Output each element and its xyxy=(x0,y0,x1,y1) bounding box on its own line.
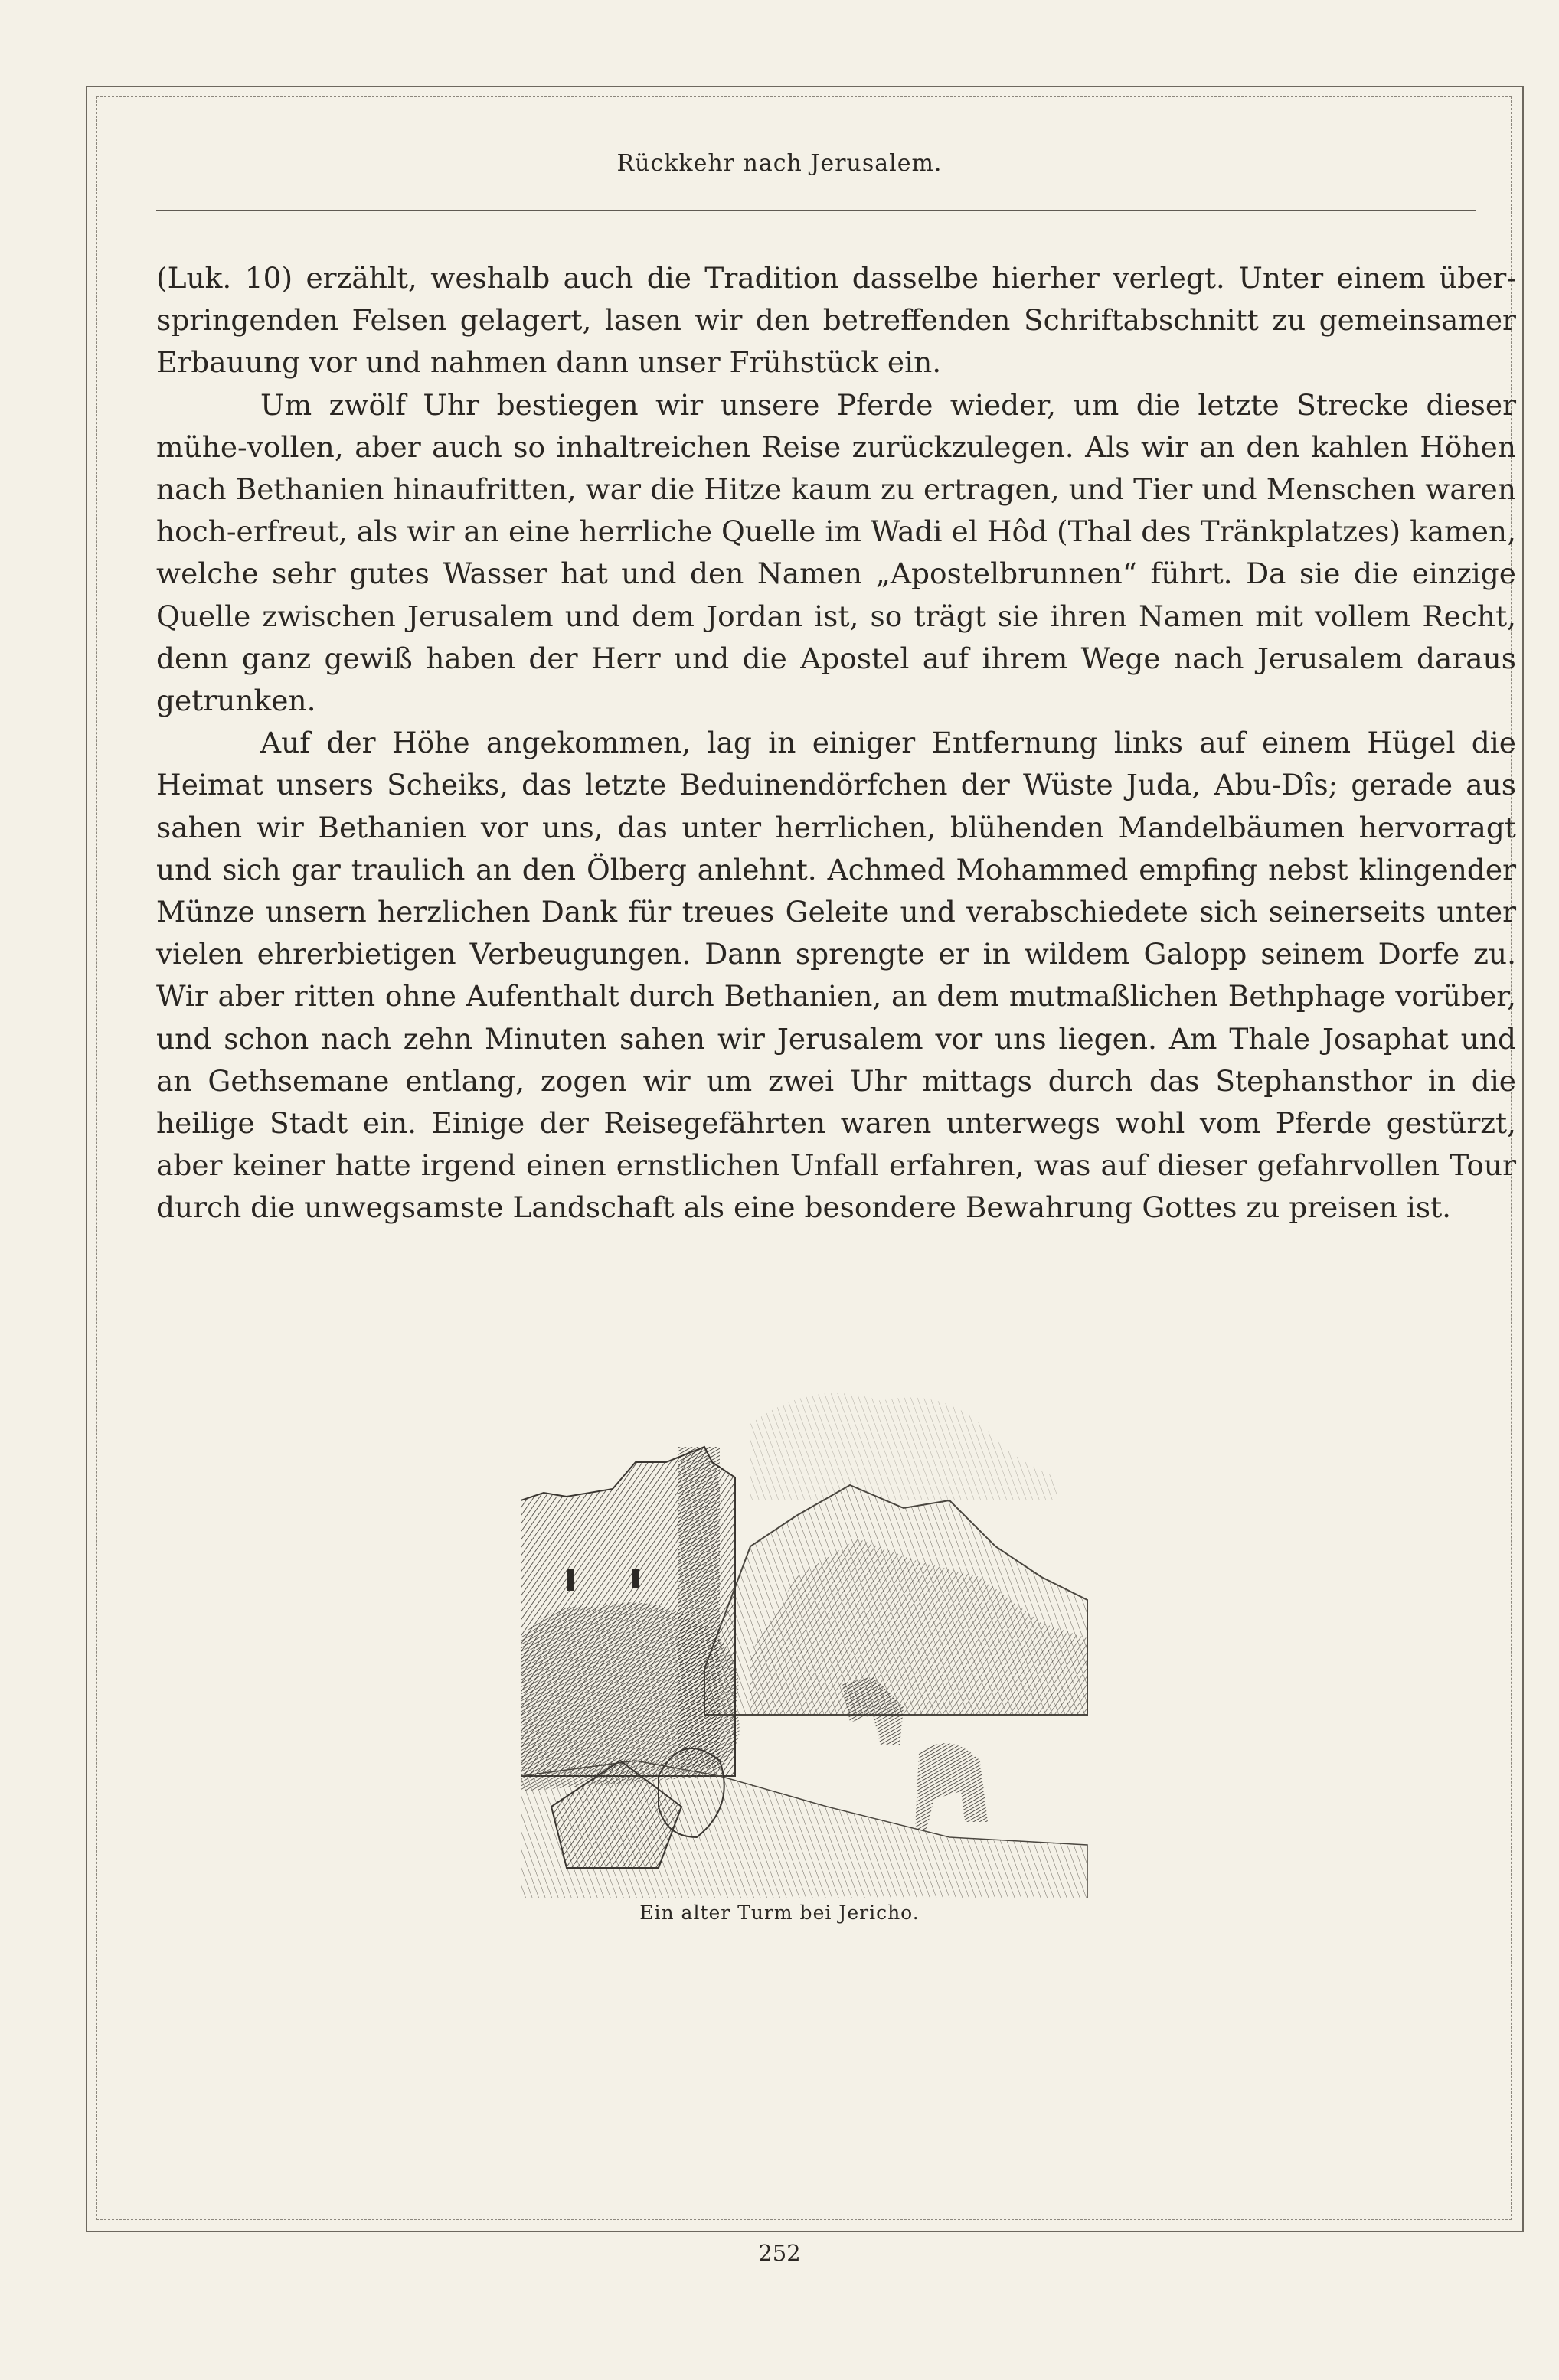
engraving-svg xyxy=(521,1347,1103,1898)
body-text xyxy=(156,257,1516,1229)
running-head: Rückkehr nach Jerusalem. xyxy=(616,150,943,177)
figure-caption: Ein alter Turm bei Jericho. xyxy=(639,1902,920,1924)
tower-window xyxy=(632,1569,639,1588)
tower-window xyxy=(567,1569,574,1591)
paragraph-1: (Luk. 10) erzählt, weshalb auch die Tradition dasselbe hierher verlegt. Unter einem über-springenden Felsen gelagert, lasen wir den betreffenden Schriftabschnitt zu gemeinsamer Erbauung vor und nahmen dann unser Frühstück ein. xyxy=(156,261,1516,380)
paragraph-3: Auf der Höhe angekommen, lag in einiger Entfernung links auf einem Hügel die Heimat unsers Scheiks, das letzte Beduinendörfchen der Wüste Juda, Abu-Dîs; gerade aus sahen wir Bethanien vor uns, das unter herrlichen, blühenden Mandelbäumen hervorragt und sich gar traulich an den Ölberg anlehnt. Achmed Mohammed empfing nebst klingender Münze unsern herzlichen Dank für treues Geleite und verabschiedete sich seinerseits unter vielen ehrerbietigen Verbeugungen. Dann sprengte er in wildem Galopp seinem Dorfe zu. Wir aber ritten ohne Aufenthalt durch Bethanien, an dem mutmaßlichen Bethphage vorüber, und schon nach zehn Minuten sahen wir Jerusalem vor uns liegen. Am Thale Josaphat und an Gethsemane entlang, zogen wir um zwei Uhr mittags durch das Stephansthor in die heilige Stadt ein. Einige der Reisegefährten waren unterwegs wohl vom Pferde gestürzt, aber keiner hatte irgend einen ernstlichen Unfall erfahren, was auf dieser gefahrvollen Tour durch die unwegsamste Landschaft als eine besondere Bewahrung Gottes zu preisen ist. xyxy=(156,726,1516,1225)
paragraph-2: Um zwölf Uhr bestiegen wir unsere Pferde wieder, um die letzte Strecke dieser mühe-vollen, aber auch so inhaltreichen Reise zurückzulegen. Als wir an den kahlen Höhen nach Bethanien hinaufritten, war die Hitze kaum zu ertragen, und Tier und Menschen waren hoch-erfreut, als wir an eine herrliche Quelle im Wadi el Hôd (Thal des Tränkplatzes) kamen, welche sehr gutes Wasser hat und den Namen „Apostelbrunnen“ führt. Da sie die einzige Quelle zwischen Jerusalem und dem Jordan ist, so trägt sie ihren Namen mit vollem Recht, denn ganz gewiß haben der Herr und die Apostel auf ihrem Wege nach Jerusalem daraus getrunken. xyxy=(156,387,1516,718)
header-rule xyxy=(156,210,1476,211)
page-number: 252 xyxy=(758,2240,801,2266)
sky-clouds xyxy=(750,1393,1057,1500)
rider-foreground xyxy=(915,1743,988,1830)
engraving-illustration xyxy=(521,1347,1103,1898)
